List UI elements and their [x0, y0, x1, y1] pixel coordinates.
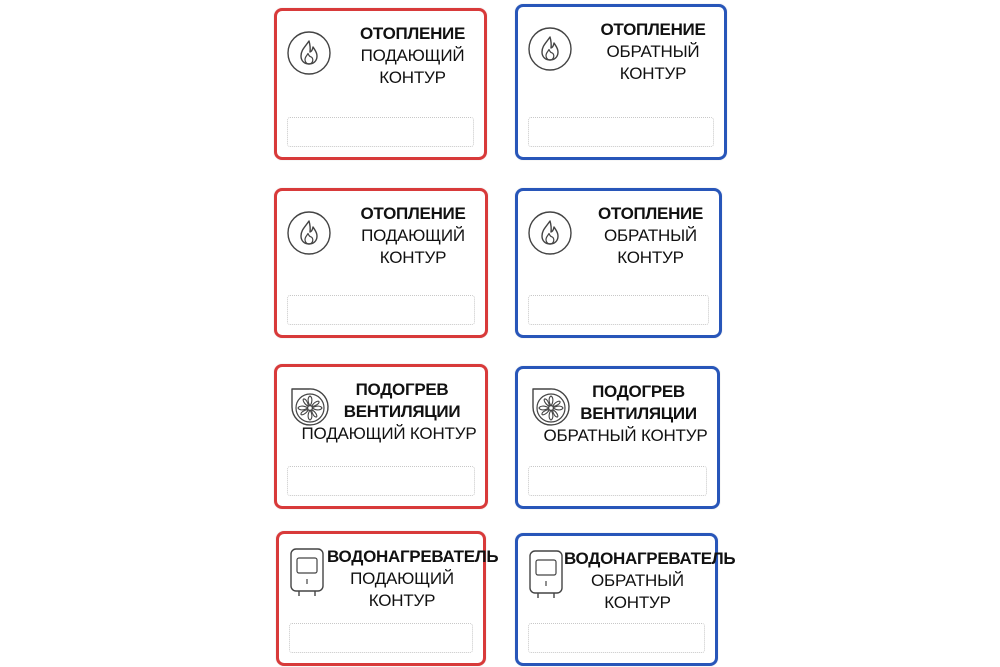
water-heater-icon	[287, 546, 327, 598]
write-in-field	[289, 623, 473, 653]
label-heating-supply-1	[274, 8, 487, 160]
label-title: ОТОПЛЕНИЕ	[360, 204, 466, 223]
label-line-1: ОБРАТНЫЙ КОНТУР	[543, 426, 708, 445]
label-heating-supply-2	[274, 188, 488, 338]
label-line-1: ОБРАТНЫЙ	[606, 42, 700, 61]
label-title-1: ПОДОГРЕВ	[355, 380, 449, 399]
write-in-field	[528, 295, 709, 325]
label-title-1: ПОДОГРЕВ	[592, 382, 685, 401]
write-in-field	[528, 117, 714, 147]
label-ventilation-return	[515, 366, 720, 509]
label-line-2: КОНТУР	[379, 248, 447, 267]
label-line-1: ПОДАЮЩИЙ	[350, 569, 454, 588]
label-text	[590, 19, 716, 85]
label-water-heater-supply	[276, 531, 499, 666]
label-title: ОТОПЛЕНИЕ	[359, 24, 466, 43]
label-water-heater-return	[515, 533, 736, 666]
write-in-field	[287, 117, 474, 147]
label-line-2: КОНТУР	[619, 64, 687, 83]
label-line-1: ОБРАТНЫЙ	[591, 571, 684, 590]
label-title: ВОДОНАГРЕВАТЕЛЬ	[564, 549, 736, 568]
label-title: ОТОПЛЕНИЕ	[597, 204, 704, 223]
label-text	[349, 203, 477, 269]
label-heating-return-1	[515, 4, 727, 160]
label-line-2: КОНТУР	[379, 68, 446, 87]
write-in-field	[528, 623, 705, 653]
water-heater-icon	[526, 548, 566, 600]
label-line-1: ОБРАТНЫЙ	[604, 226, 697, 245]
label-text	[327, 546, 499, 612]
label-line-2: КОНТУР	[604, 593, 671, 612]
label-text	[543, 381, 709, 447]
label-line-1: ПОДАЮЩИЙ	[360, 46, 465, 65]
label-line-2: КОНТУР	[368, 591, 436, 610]
label-title-2: ВЕНТИЛЯЦИИ	[343, 402, 461, 421]
label-line-1: ПОДАЮЩИЙ	[361, 226, 465, 245]
write-in-field	[528, 466, 707, 496]
flame-icon	[526, 25, 574, 73]
label-line-2: КОНТУР	[617, 248, 684, 267]
flame-icon	[285, 209, 333, 257]
label-title: ОТОПЛЕНИЕ	[600, 20, 706, 39]
fan-icon	[524, 381, 574, 431]
label-text	[349, 23, 476, 89]
write-in-field	[287, 466, 475, 496]
flame-icon	[285, 29, 333, 77]
label-line-1: ПОДАЮЩИЙ КОНТУР	[301, 424, 477, 443]
label-title-2: ВЕНТИЛЯЦИИ	[580, 404, 697, 423]
label-heating-return-2	[515, 188, 722, 338]
label-text	[590, 203, 711, 269]
label-title: ВОДОНАГРЕВАТЕЛЬ	[327, 547, 499, 566]
label-text	[301, 379, 477, 445]
write-in-field	[287, 295, 475, 325]
flame-icon	[526, 209, 574, 257]
label-text	[564, 548, 736, 614]
label-ventilation-supply	[274, 364, 488, 509]
